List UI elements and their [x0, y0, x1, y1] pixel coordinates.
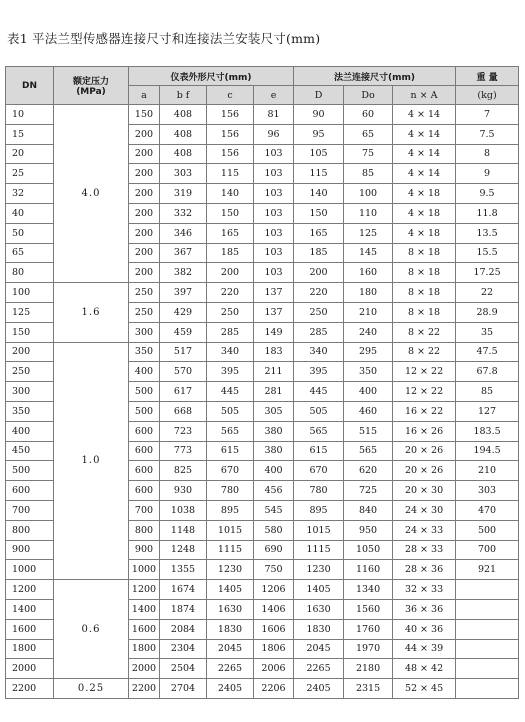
table-cell: 103	[254, 263, 294, 283]
table-cell: 85	[344, 164, 393, 184]
table-cell: 200	[129, 263, 160, 283]
dn-cell: 800	[6, 520, 54, 540]
table-cell: 4 × 14	[393, 144, 456, 164]
table-cell: 200	[207, 263, 254, 283]
table-cell: 285	[207, 322, 254, 342]
dn-cell: 32	[6, 184, 54, 204]
dn-cell: 350	[6, 401, 54, 421]
pressure-cell: 0.6	[54, 580, 129, 679]
table-cell: 240	[344, 322, 393, 342]
table-cell: 85	[456, 382, 519, 402]
table-cell: 28 × 36	[393, 560, 456, 580]
dn-cell: 600	[6, 481, 54, 501]
header-pressure	[54, 67, 129, 105]
table-cell: 565	[344, 441, 393, 461]
header-D: D	[294, 86, 344, 105]
table-cell: 600	[129, 461, 160, 481]
dn-cell: 1200	[6, 580, 54, 600]
table-cell: 200	[129, 124, 160, 144]
table-cell: 250	[294, 302, 344, 322]
dn-cell: 65	[6, 243, 54, 263]
table-cell: 1606	[254, 619, 294, 639]
table-cell: 52 × 45	[393, 679, 456, 699]
table-cell: 22	[456, 283, 519, 303]
header-instrument-dims: 仪表外形尺寸(mm)	[129, 67, 294, 86]
dn-cell: 400	[6, 421, 54, 441]
table-cell: 4 × 14	[393, 164, 456, 184]
table-cell: 183.5	[456, 421, 519, 441]
table-cell: 2265	[294, 659, 344, 679]
table-cell	[456, 679, 519, 699]
dimensions-table	[5, 66, 519, 699]
table-cell: 1630	[207, 599, 254, 619]
table-cell: 500	[129, 382, 160, 402]
table-cell: 35	[456, 322, 519, 342]
table-cell: 2006	[254, 659, 294, 679]
dn-cell: 2200	[6, 679, 54, 699]
dn-cell: 900	[6, 540, 54, 560]
table-cell: 395	[294, 362, 344, 382]
dn-cell: 300	[6, 382, 54, 402]
table-cell: 1000	[129, 560, 160, 580]
header-dn: DN	[6, 67, 54, 105]
dn-cell: 10	[6, 105, 54, 125]
table-cell: 1600	[129, 619, 160, 639]
table-row	[6, 679, 519, 699]
table-row	[6, 105, 519, 125]
dn-cell: 500	[6, 461, 54, 481]
table-cell: 200	[129, 144, 160, 164]
dn-cell: 1600	[6, 619, 54, 639]
table-cell: 1760	[344, 619, 393, 639]
dn-cell: 700	[6, 500, 54, 520]
table-cell: 1560	[344, 599, 393, 619]
table-cell: 408	[160, 144, 207, 164]
table-cell: 2045	[207, 639, 254, 659]
table-cell: 9.5	[456, 184, 519, 204]
table-cell: 429	[160, 302, 207, 322]
header-pressure-label: 额定压力	[72, 77, 109, 87]
table-cell: 1400	[129, 599, 160, 619]
table-cell: 28.9	[456, 302, 519, 322]
table-cell: 96	[254, 124, 294, 144]
table-cell: 2000	[129, 659, 160, 679]
table-cell: 295	[344, 342, 393, 362]
table-cell: 570	[160, 362, 207, 382]
table-cell: 44 × 39	[393, 639, 456, 659]
table-cell: 615	[207, 441, 254, 461]
table-cell: 617	[160, 382, 207, 402]
table-cell: 200	[129, 184, 160, 204]
table-cell: 400	[344, 382, 393, 402]
table-cell: 103	[254, 203, 294, 223]
table-cell: 340	[207, 342, 254, 362]
dn-cell: 40	[6, 203, 54, 223]
dn-cell: 150	[6, 322, 54, 342]
table-cell: 545	[254, 500, 294, 520]
table-cell: 825	[160, 461, 207, 481]
dn-cell: 200	[6, 342, 54, 362]
dn-cell: 15	[6, 124, 54, 144]
header-flange-dims: 法兰连接尺寸(mm)	[294, 67, 456, 86]
table-cell: 165	[294, 223, 344, 243]
table-cell: 24 × 33	[393, 520, 456, 540]
header-Do: Do	[344, 86, 393, 105]
table-cell: 103	[254, 184, 294, 204]
table-cell: 780	[207, 481, 254, 501]
table-cell: 36 × 36	[393, 599, 456, 619]
table-cell: 32 × 33	[393, 580, 456, 600]
table-cell: 2405	[294, 679, 344, 699]
dn-cell: 1400	[6, 599, 54, 619]
table-cell: 500	[129, 401, 160, 421]
table-cell: 180	[344, 283, 393, 303]
table-cell: 600	[129, 421, 160, 441]
table-cell: 75	[344, 144, 393, 164]
table-cell: 1200	[129, 580, 160, 600]
table-cell: 700	[456, 540, 519, 560]
table-cell: 156	[207, 105, 254, 125]
table-cell: 165	[207, 223, 254, 243]
table-cell: 11.8	[456, 203, 519, 223]
table-cell: 16 × 22	[393, 401, 456, 421]
table-cell: 90	[294, 105, 344, 125]
table-cell: 930	[160, 481, 207, 501]
table-cell: 1248	[160, 540, 207, 560]
table-cell: 137	[254, 283, 294, 303]
table-cell: 103	[254, 144, 294, 164]
table-cell: 4 × 14	[393, 105, 456, 125]
table-cell: 81	[254, 105, 294, 125]
table-cell: 1874	[160, 599, 207, 619]
table-cell: 2045	[294, 639, 344, 659]
table-cell: 1405	[294, 580, 344, 600]
dn-cell: 80	[6, 263, 54, 283]
table-cell: 1015	[294, 520, 344, 540]
table-cell: 28 × 33	[393, 540, 456, 560]
table-cell: 4 × 18	[393, 184, 456, 204]
table-cell: 470	[456, 500, 519, 520]
table-cell: 8 × 18	[393, 243, 456, 263]
dn-cell: 125	[6, 302, 54, 322]
table-cell: 156	[207, 124, 254, 144]
table-cell: 445	[294, 382, 344, 402]
table-cell: 281	[254, 382, 294, 402]
table-cell: 565	[207, 421, 254, 441]
table-cell: 1674	[160, 580, 207, 600]
table-cell: 110	[344, 203, 393, 223]
table-cell: 303	[456, 481, 519, 501]
table-cell: 8 × 18	[393, 302, 456, 322]
table-cell: 380	[254, 421, 294, 441]
table-cell: 250	[207, 302, 254, 322]
table-cell: 1230	[294, 560, 344, 580]
table-cell: 145	[344, 243, 393, 263]
table-cell: 67.8	[456, 362, 519, 382]
table-cell: 2084	[160, 619, 207, 639]
table-cell: 20 × 26	[393, 441, 456, 461]
table-cell: 1340	[344, 580, 393, 600]
table-cell: 600	[129, 441, 160, 461]
table-cell: 150	[294, 203, 344, 223]
table-cell: 200	[129, 223, 160, 243]
table-cell: 408	[160, 124, 207, 144]
table-caption: 表1 平法兰型传感器连接尺寸和连接法兰安装尺寸(mm)	[7, 31, 321, 46]
table-cell: 900	[129, 540, 160, 560]
table-cell: 350	[344, 362, 393, 382]
table-cell: 1830	[207, 619, 254, 639]
table-cell: 103	[254, 243, 294, 263]
header-pressure-unit: (MPa)	[76, 87, 106, 97]
table-cell: 220	[207, 283, 254, 303]
table-cell: 2304	[160, 639, 207, 659]
table-cell: 800	[129, 520, 160, 540]
table-cell: 13.5	[456, 223, 519, 243]
table-row	[6, 342, 519, 362]
dn-cell: 1000	[6, 560, 54, 580]
table-row	[6, 283, 519, 303]
table-cell: 350	[129, 342, 160, 362]
table-cell: 2200	[129, 679, 160, 699]
table-cell: 40 × 36	[393, 619, 456, 639]
table-cell	[456, 639, 519, 659]
table-cell: 60	[344, 105, 393, 125]
table-cell: 160	[344, 263, 393, 283]
table-cell: 700	[129, 500, 160, 520]
table-cell	[456, 619, 519, 639]
table-cell	[456, 599, 519, 619]
table-cell: 20 × 26	[393, 461, 456, 481]
table-cell: 24 × 30	[393, 500, 456, 520]
table-cell: 303	[160, 164, 207, 184]
table-cell: 140	[294, 184, 344, 204]
table-cell: 505	[207, 401, 254, 421]
table-cell: 1970	[344, 639, 393, 659]
dn-cell: 450	[6, 441, 54, 461]
header-bf: b f	[160, 86, 207, 105]
table-cell: 600	[129, 481, 160, 501]
table-cell: 8 × 22	[393, 322, 456, 342]
table-cell: 1160	[344, 560, 393, 580]
table-cell: 185	[294, 243, 344, 263]
header-nxA: n × A	[393, 86, 456, 105]
table-row	[6, 580, 519, 600]
dn-cell: 250	[6, 362, 54, 382]
table-cell: 103	[254, 223, 294, 243]
table-cell: 750	[254, 560, 294, 580]
table-cell: 7	[456, 105, 519, 125]
table-cell: 12 × 22	[393, 362, 456, 382]
table-cell: 670	[207, 461, 254, 481]
table-cell: 185	[207, 243, 254, 263]
table-cell: 8	[456, 144, 519, 164]
table-cell: 1830	[294, 619, 344, 639]
table-cell: 210	[344, 302, 393, 322]
table-cell: 400	[254, 461, 294, 481]
header-weight: 重 量	[456, 67, 519, 86]
table-cell: 115	[207, 164, 254, 184]
table-cell: 200	[129, 243, 160, 263]
table-cell: 1806	[254, 639, 294, 659]
table-cell: 156	[207, 144, 254, 164]
table-cell: 723	[160, 421, 207, 441]
table-cell: 2265	[207, 659, 254, 679]
table-cell: 456	[254, 481, 294, 501]
table-cell: 319	[160, 184, 207, 204]
table-cell: 2180	[344, 659, 393, 679]
table-cell: 1206	[254, 580, 294, 600]
table-cell: 921	[456, 560, 519, 580]
table-cell: 690	[254, 540, 294, 560]
table-cell: 220	[294, 283, 344, 303]
table-cell: 17.25	[456, 263, 519, 283]
table-cell: 149	[254, 322, 294, 342]
pressure-cell: 4.0	[54, 105, 129, 283]
table-cell: 459	[160, 322, 207, 342]
table-cell: 150	[207, 203, 254, 223]
table-cell: 125	[344, 223, 393, 243]
table-cell: 1230	[207, 560, 254, 580]
table-cell: 950	[344, 520, 393, 540]
table-cell: 15.5	[456, 243, 519, 263]
table-cell: 2206	[254, 679, 294, 699]
table-cell: 285	[294, 322, 344, 342]
table-cell: 840	[344, 500, 393, 520]
table-cell: 565	[294, 421, 344, 441]
table-cell: 194.5	[456, 441, 519, 461]
table-cell: 780	[294, 481, 344, 501]
pressure-cell: 0.25	[54, 679, 129, 699]
table-cell: 408	[160, 105, 207, 125]
table-cell: 1800	[129, 639, 160, 659]
table-cell: 200	[294, 263, 344, 283]
table-cell: 16 × 26	[393, 421, 456, 441]
table-cell: 100	[344, 184, 393, 204]
table-cell: 211	[254, 362, 294, 382]
header-c: c	[207, 86, 254, 105]
table-cell: 400	[129, 362, 160, 382]
table-cell: 1038	[160, 500, 207, 520]
table-cell: 773	[160, 441, 207, 461]
table-cell: 382	[160, 263, 207, 283]
dn-cell: 25	[6, 164, 54, 184]
table-cell: 20 × 30	[393, 481, 456, 501]
header-kg: (kg)	[456, 86, 519, 105]
table-cell: 517	[160, 342, 207, 362]
table-cell: 8 × 18	[393, 263, 456, 283]
table-cell: 210	[456, 461, 519, 481]
table-cell: 515	[344, 421, 393, 441]
table-cell: 397	[160, 283, 207, 303]
table-cell: 305	[254, 401, 294, 421]
dn-cell: 1800	[6, 639, 54, 659]
table-cell: 1405	[207, 580, 254, 600]
table-cell: 115	[294, 164, 344, 184]
table-cell: 127	[456, 401, 519, 421]
table-cell: 2405	[207, 679, 254, 699]
dn-cell: 50	[6, 223, 54, 243]
table-cell: 48 × 42	[393, 659, 456, 679]
table-cell: 615	[294, 441, 344, 461]
table-cell: 500	[456, 520, 519, 540]
table-cell: 367	[160, 243, 207, 263]
table-cell: 12 × 22	[393, 382, 456, 402]
table-cell: 65	[344, 124, 393, 144]
table-cell: 332	[160, 203, 207, 223]
table-cell: 2504	[160, 659, 207, 679]
header-e: e	[254, 86, 294, 105]
table-cell: 183	[254, 342, 294, 362]
table-cell: 4 × 18	[393, 223, 456, 243]
table-cell: 1050	[344, 540, 393, 560]
table-cell: 580	[254, 520, 294, 540]
table-cell: 4 × 14	[393, 124, 456, 144]
table-cell: 200	[129, 203, 160, 223]
table-cell	[456, 659, 519, 679]
table-cell: 670	[294, 461, 344, 481]
table-cell: 380	[254, 441, 294, 461]
table-cell: 395	[207, 362, 254, 382]
table-cell: 8 × 18	[393, 283, 456, 303]
table-cell: 250	[129, 283, 160, 303]
table-cell: 47.5	[456, 342, 519, 362]
table-cell: 103	[254, 164, 294, 184]
table-cell: 505	[294, 401, 344, 421]
table-cell: 445	[207, 382, 254, 402]
table-cell: 1148	[160, 520, 207, 540]
table-cell: 725	[344, 481, 393, 501]
table-cell: 95	[294, 124, 344, 144]
table-cell: 895	[294, 500, 344, 520]
table-cell: 620	[344, 461, 393, 481]
table-cell	[456, 580, 519, 600]
table-cell: 2704	[160, 679, 207, 699]
table-cell: 8 × 22	[393, 342, 456, 362]
dn-cell: 100	[6, 283, 54, 303]
dn-cell: 20	[6, 144, 54, 164]
table-cell: 4 × 18	[393, 203, 456, 223]
header-a: a	[129, 86, 160, 105]
table-cell: 895	[207, 500, 254, 520]
table-cell: 1115	[294, 540, 344, 560]
table-cell: 1355	[160, 560, 207, 580]
table-cell: 105	[294, 144, 344, 164]
table-cell: 7.5	[456, 124, 519, 144]
table-cell: 2315	[344, 679, 393, 699]
table-cell: 200	[129, 164, 160, 184]
table-cell: 250	[129, 302, 160, 322]
table-cell: 1015	[207, 520, 254, 540]
table-cell: 1406	[254, 599, 294, 619]
pressure-cell: 1.6	[54, 283, 129, 342]
table-cell: 137	[254, 302, 294, 322]
table-cell: 9	[456, 164, 519, 184]
table-cell: 668	[160, 401, 207, 421]
table-cell: 150	[129, 105, 160, 125]
table-cell: 1115	[207, 540, 254, 560]
table-cell: 340	[294, 342, 344, 362]
table-cell: 140	[207, 184, 254, 204]
table-cell: 346	[160, 223, 207, 243]
dn-cell: 2000	[6, 659, 54, 679]
table-cell: 460	[344, 401, 393, 421]
table-cell: 1630	[294, 599, 344, 619]
pressure-cell: 1.0	[54, 342, 129, 580]
table-cell: 300	[129, 322, 160, 342]
